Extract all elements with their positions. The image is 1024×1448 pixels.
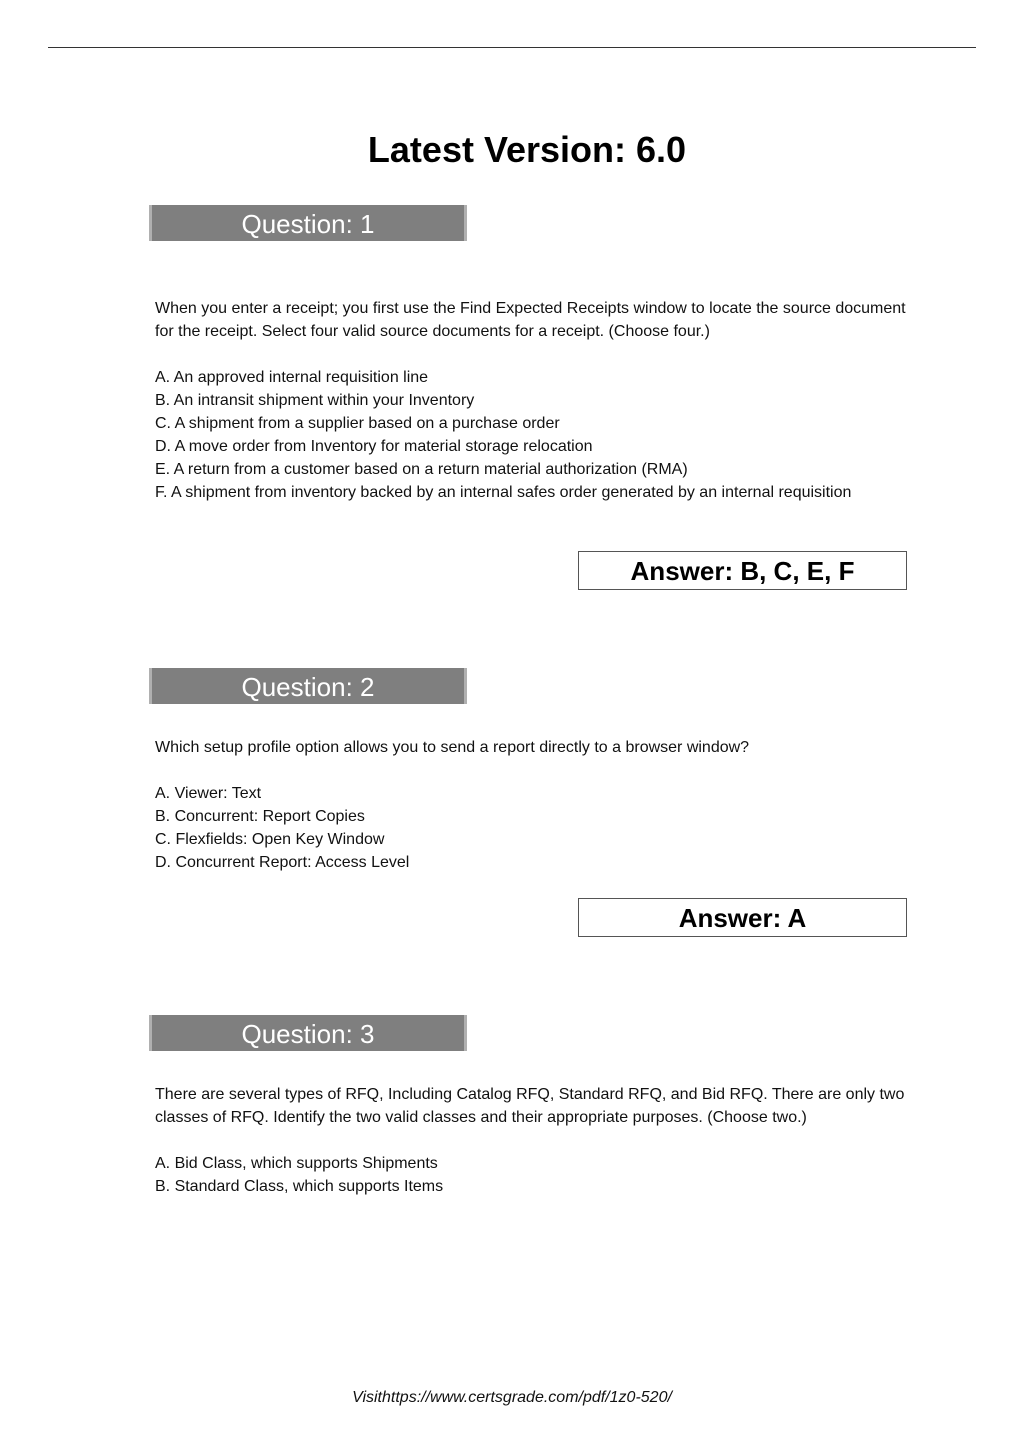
question-1-answer: Answer: B, C, E, F bbox=[578, 551, 907, 590]
question-1-header: Question: 1 bbox=[149, 205, 467, 241]
question-2-text: Which setup profile option allows you to send a report directly to a browser window? bbox=[155, 739, 750, 756]
option-b: B. Standard Class, which supports Items bbox=[155, 1178, 444, 1195]
footer-url: Visithttps://www.certsgrade.com/pdf/1z0-520/ bbox=[352, 1389, 672, 1406]
option-b: B. An intransit shipment within your Inventory bbox=[155, 392, 475, 409]
question-2-options bbox=[155, 782, 915, 874]
top-rule bbox=[48, 47, 976, 48]
question-3-header: Question: 3 bbox=[149, 1015, 467, 1051]
option-a: A. An approved internal requisition line bbox=[155, 369, 429, 386]
question-1-body bbox=[155, 297, 915, 504]
question-2-body bbox=[155, 736, 915, 874]
page-title: Latest Version: 6.0 bbox=[367, 129, 687, 170]
option-b: B. Concurrent: Report Copies bbox=[155, 808, 365, 825]
question-2-answer: Answer: A bbox=[578, 898, 907, 937]
option-c: C. A shipment from a supplier based on a purchase order bbox=[155, 415, 560, 432]
question-1-text: When you enter a receipt; you first use the Find Expected Receipts window to locate the source document for the receipt. Select four valid source documents for a receipt. (Choose four.) bbox=[155, 300, 906, 340]
option-a: A. Viewer: Text bbox=[155, 785, 262, 802]
option-d: D. A move order from Inventory for material storage relocation bbox=[155, 438, 593, 455]
question-3-text: There are several types of RFQ, Including Catalog RFQ, Standard RFQ, and Bid RFQ. There are only two classes of RFQ. Identify the two valid classes and their appropriate purposes. (Choose two.) bbox=[155, 1086, 905, 1126]
question-3-body bbox=[155, 1083, 915, 1198]
question-2-header: Question: 2 bbox=[149, 668, 467, 704]
question-1-options bbox=[155, 366, 915, 504]
option-e: E. A return from a customer based on a return material authorization (RMA) bbox=[155, 461, 688, 478]
option-c: C. Flexfields: Open Key Window bbox=[155, 831, 385, 848]
option-a: A. Bid Class, which supports Shipments bbox=[155, 1155, 438, 1172]
question-3-options bbox=[155, 1152, 915, 1198]
option-d: D. Concurrent Report: Access Level bbox=[155, 854, 410, 871]
option-f: F. A shipment from inventory backed by an internal safes order generated by an internal requisition bbox=[155, 484, 852, 501]
